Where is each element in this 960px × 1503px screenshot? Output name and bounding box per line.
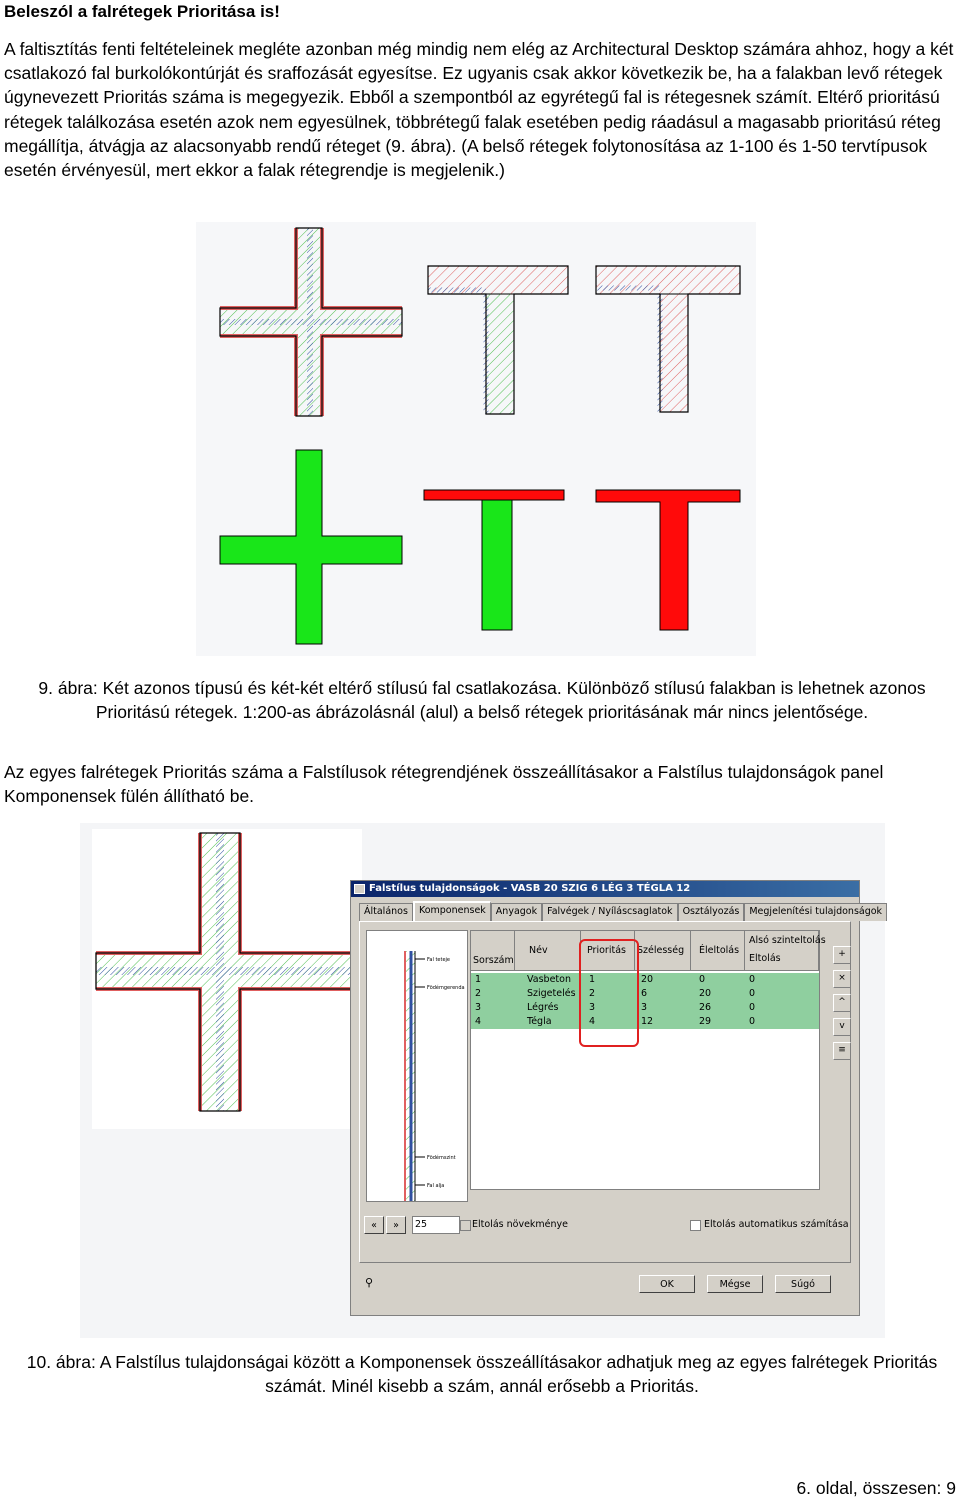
tab-strip bbox=[359, 903, 887, 921]
wall-cross-illustration bbox=[92, 829, 362, 1129]
col-width[interactable]: Szélesség bbox=[635, 931, 691, 971]
figure-10-caption: 10. ábra: A Falstílus tulajdonságai között a Komponensek összeállításakor adhatjuk meg az egyes falrétegek Prioritás számát. Minél kisebb a szám, annál erősebb a Prioritás. bbox=[26, 1352, 938, 1397]
auto-offset-label: Eltolás automatikus számítása bbox=[704, 1219, 849, 1230]
table-row[interactable]: 1 Vasbeton 1 20 0 0 bbox=[471, 973, 819, 987]
row-nav-right-button[interactable]: » bbox=[386, 1216, 406, 1234]
components-table bbox=[470, 930, 826, 1190]
offset-increment-label: Eltolás növekménye bbox=[472, 1219, 568, 1230]
dialog-title-bar bbox=[351, 881, 859, 897]
page-heading: Beleszól a falrétegek Prioritása is! bbox=[4, 2, 280, 21]
preview-label-beam: Födémgerenda bbox=[427, 985, 465, 991]
delete-icon[interactable]: × bbox=[833, 970, 851, 988]
ok-button[interactable]: OK bbox=[639, 1275, 695, 1293]
figure-10 bbox=[80, 823, 885, 1338]
wall-style-properties-dialog bbox=[350, 880, 883, 1316]
dialog-title: Falstílus tulajdonságok - VASB 20 SZIG 6 LÉG 3 TÉGLA 12 bbox=[369, 883, 691, 894]
layer-preview bbox=[366, 930, 468, 1202]
tab-materials[interactable]: Anyagok bbox=[491, 903, 542, 921]
auto-offset-checkbox[interactable] bbox=[690, 1220, 701, 1231]
table-row[interactable]: 3 Légrés 3 3 26 0 bbox=[471, 1001, 819, 1015]
col-edge-offset[interactable]: Éleltolás bbox=[691, 931, 745, 971]
tab-classification[interactable]: Osztályozás bbox=[678, 903, 745, 921]
help-button[interactable]: Súgó bbox=[775, 1275, 831, 1293]
move-down-icon[interactable]: v bbox=[833, 1018, 851, 1036]
app-icon bbox=[354, 884, 365, 894]
col-index[interactable]: Sorszám bbox=[471, 931, 515, 971]
intro-paragraph: A faltisztítás fenti feltételeinek megléte azonban még mindig nem elég az Architectural Desktop számára ahhoz, hogy a két csatlakozó fal burkolókontúrját és sraffozását egyesítse. Ez ugyanis csak akkor következik be, ha a falakban levő rétegek úgynevezett Prioritás száma is megegyezik. Ebből a szempontból az egyrétegű fal is rétegesnek számít. Eltérő prioritású rétegek találkozása esetén azok nem egyesülnek, többrétegű falak esetében pedig ráadásul a magasabb prioritású réteg megállítja, átvágja az alacsonyabb rendű réteget (9. ábra). (A belső rétegek folytonosítása az 1-100 és 1-50 tervtípusok esetén érvényesül, mert ekkor a falak rétegrendje is megjelenik.) bbox=[4, 39, 954, 181]
col-bottom-offset[interactable]: Alsó szinteltolás Eltolás bbox=[745, 931, 819, 971]
page-number: 6. oldal, összesen: 9 bbox=[796, 1478, 956, 1498]
preview-label-bottom: Fal alja bbox=[427, 1183, 445, 1189]
offset-increment-icon bbox=[460, 1220, 471, 1231]
preview-label-top: Fal teteje bbox=[427, 957, 450, 963]
tab-general[interactable]: Általános bbox=[359, 903, 413, 921]
priority-highlight bbox=[579, 939, 639, 1047]
figure-9-caption: 9. ábra: Két azonos típusú és két-két eltérő stílusú fal csatlakozása. Különböző stílusú falakban is lehetnek azonos Prioritású rétegek. 1:200-as ábrázolásnál (alul) a belső rétegek prioritásának már nincs jelentősége. bbox=[38, 678, 926, 723]
second-paragraph: Az egyes falrétegek Prioritás száma a Falstílusok rétegrendjének összeállításakor a Falstílus tulajdonságok panel Komponensek fülén állítható be. bbox=[4, 762, 884, 807]
table-row[interactable]: 2 Szigetelés 2 6 20 0 bbox=[471, 987, 819, 1001]
tab-components[interactable]: Komponensek bbox=[413, 901, 491, 922]
col-name[interactable]: Név bbox=[515, 931, 581, 971]
cancel-button[interactable]: Mégse bbox=[707, 1275, 763, 1293]
help-binoculars-icon[interactable]: ⚲ bbox=[365, 1276, 374, 1289]
move-up-icon[interactable]: ^ bbox=[833, 994, 851, 1012]
tab-display-props[interactable]: Megjelenítési tulajdonságok bbox=[744, 903, 887, 921]
copy-icon[interactable]: ≡ bbox=[833, 1042, 851, 1060]
offset-increment-input[interactable]: 25 bbox=[412, 1216, 460, 1234]
add-icon[interactable]: + bbox=[833, 946, 851, 964]
table-row[interactable]: 4 Tégla 4 12 29 0 bbox=[471, 1015, 819, 1029]
components-panel bbox=[359, 921, 851, 1263]
tab-endcaps[interactable]: Falvégek / Nyíláscsaglatok bbox=[542, 903, 677, 921]
row-nav-left-button[interactable]: « bbox=[364, 1216, 384, 1234]
col-priority[interactable]: Prioritás bbox=[581, 931, 635, 971]
preview-label-floor: Födémszint bbox=[427, 1155, 456, 1161]
figure-9-wall-joints bbox=[196, 222, 756, 656]
